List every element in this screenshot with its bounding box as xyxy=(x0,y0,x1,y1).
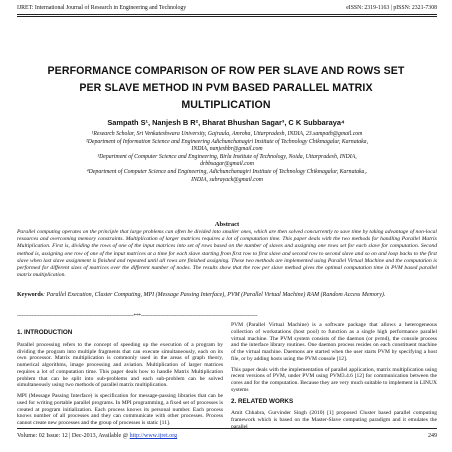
title-line: PERFORMANCE COMPARISON OF ROW PER SLAVE AND ROWS SET xyxy=(47,65,405,77)
header-rule xyxy=(17,14,437,15)
authors: Sampath S¹, Nanjesh B R², Bharat Bhushan Sagar³, C K Subbaraya⁴ xyxy=(107,118,345,127)
title-line: PER SLAVE METHOD IN PVM BASED PARALLEL MATRIX xyxy=(79,82,373,94)
abstract-text: Parallel computing operates on the principle that large problems can often be divided into smaller ones, which are then solved concurrently to save time by taking advantage of non-local resources and overcoming memory constraints. Multiplication of larger matrices requires a lot of computation time. This paper deals with the two methods for handling Parallel Matrix Multiplication. First is, dividing the rows of one of the input matrices into set of rows based on the number of slaves and assigning one rows set for each slave for computation. Second method is, assigning one row of one of the input matrices at a time for each slave starting from first row to first slave and second row to second slave and so on and loop backs to the first slave when last slave assignment is finished and repeated until all rows are finished assigning. These two methods are implemented using Parallel Virtual Machine and the computation is performed for different sizes of matrices over the different number of nodes. The results show that the row per slave method gives the optimal computation time in PVM based parallel matrix multiplication. xyxy=(17,229,437,279)
affiliations xyxy=(17,131,437,184)
keywords-label: Keywords xyxy=(17,292,43,298)
affiliation-line: ²Department of Information Science and Engineering Adichunchanagiri Institute of Technology Chikmagalur, Karnataka, xyxy=(85,138,369,145)
left-column xyxy=(17,330,223,431)
affiliation-line: ¹Research Scholar, Sri Venkateshwara University, Gajraula, Amroha, Uttarpradesh, INDIA, 23.sampath@gmail.com xyxy=(91,131,363,137)
title-line: MULTIPLICATION xyxy=(181,99,271,111)
header-rule-2 xyxy=(17,16,437,17)
affiliation-line: INDIA, subrayack@gmail.com xyxy=(191,176,263,183)
affiliation-line: ⁴Department of Computer Science and Engineering, Adichunchanagiri Institute of Technology Chikmagalur, Karnataka,. xyxy=(86,168,368,175)
issn: eISSN: 2319-1163 | pISSN: 2321-7308 xyxy=(346,5,437,11)
page-footer xyxy=(17,433,437,439)
footer-volume-text: Volume: 02 Issue: 12 | Dec-2013, Available @ xyxy=(17,433,129,439)
paragraph: Amit Chhabra, Gurvinder Singh (2010) [1] proposed Cluster based parallel computing framework which is based on the Master-Slave computing paradigm and it emulates the parallel xyxy=(231,410,437,430)
section-heading-related-works: 2. RELATED WORKS xyxy=(231,397,294,405)
journal-url-link[interactable]: http://www.ijret.org xyxy=(129,433,178,439)
paper-title xyxy=(20,63,432,114)
abstract-heading: Abstract xyxy=(214,221,240,228)
right-column xyxy=(231,322,437,435)
keywords-text: : Parallel Execution, Cluster Computing, MPI (Message Passing Interface), PVM (Parallel Virtual Machine) RAM (Random Access Memory). xyxy=(43,292,386,298)
page-number: 249 xyxy=(428,433,437,439)
journal-name: IJRET: International Journal of Research in Engineering and Technology xyxy=(17,5,187,11)
journal-header xyxy=(17,5,437,11)
affiliation-line: ³Department of Computer Science and Engineering, Birla Institute of Technology, Noida, Uttarpradesh, INDIA, xyxy=(97,153,357,160)
keywords xyxy=(17,291,437,300)
paragraph: This paper deals with the implementation of parallel application, matrix multiplication using recent versions of PVM, under PVM using PVM3.4.6 [12] for communication between the cores and for the computation. Because they are very much suitable to implement in LINUX systems xyxy=(231,366,437,393)
paragraph: Parallel processing refers to the concept of speeding up the execution of a program by dividing the program into multiple fragments that can execute simultaneously, each on its own processor. Matrix multiplication is commonly used in the areas of graph theory, numerical algorithms, image processing and aviation. Multiplication of larger matrices requires a lot of computation time. This paper deals how to handle Matrix Multiplication problem that can be split into sub-problems and each sub-problem can be solved simultaneously using two methods of parallel matrix multiplication. xyxy=(17,341,223,389)
footer-rule xyxy=(17,428,437,429)
footer-volume xyxy=(17,433,177,439)
affiliation-line: INDIA, nanjeshbr@gmail.com xyxy=(191,146,263,153)
paragraph: PVM (Parallel Virtual Machine) is a software package that allows a heterogeneous collection of workstations (host pool) to function as a single high performance parallel virtual machine. The PVM system consists of the daemon (or pvmd), the console process and the interface library routines. One daemon process resides on each constituent machine of the virtual machine. Daemons are started when the user starts PVM by specifying a host file, or by adding hosts using the PVM console [12]. xyxy=(231,322,437,362)
affiliation-line: drbbsagar@gmail.com xyxy=(200,161,254,168)
section-separator: -------------------------------------------------------------------------***------------------------------------------------------------------------- xyxy=(17,313,258,319)
section-heading-introduction: 1. INTRODUCTION xyxy=(17,329,73,336)
paragraph: MPI (Message Passing Interface) is specification for message-passing libraries that can be used for writing portable parallel programs. In MPI programming, a fixed set of processes is created at program initialization. Each process knows its personal number. Each process knows number of all processes and they can communicate with other processes. Process cannot create new processes and the group of processes is static [11]. xyxy=(17,393,223,426)
